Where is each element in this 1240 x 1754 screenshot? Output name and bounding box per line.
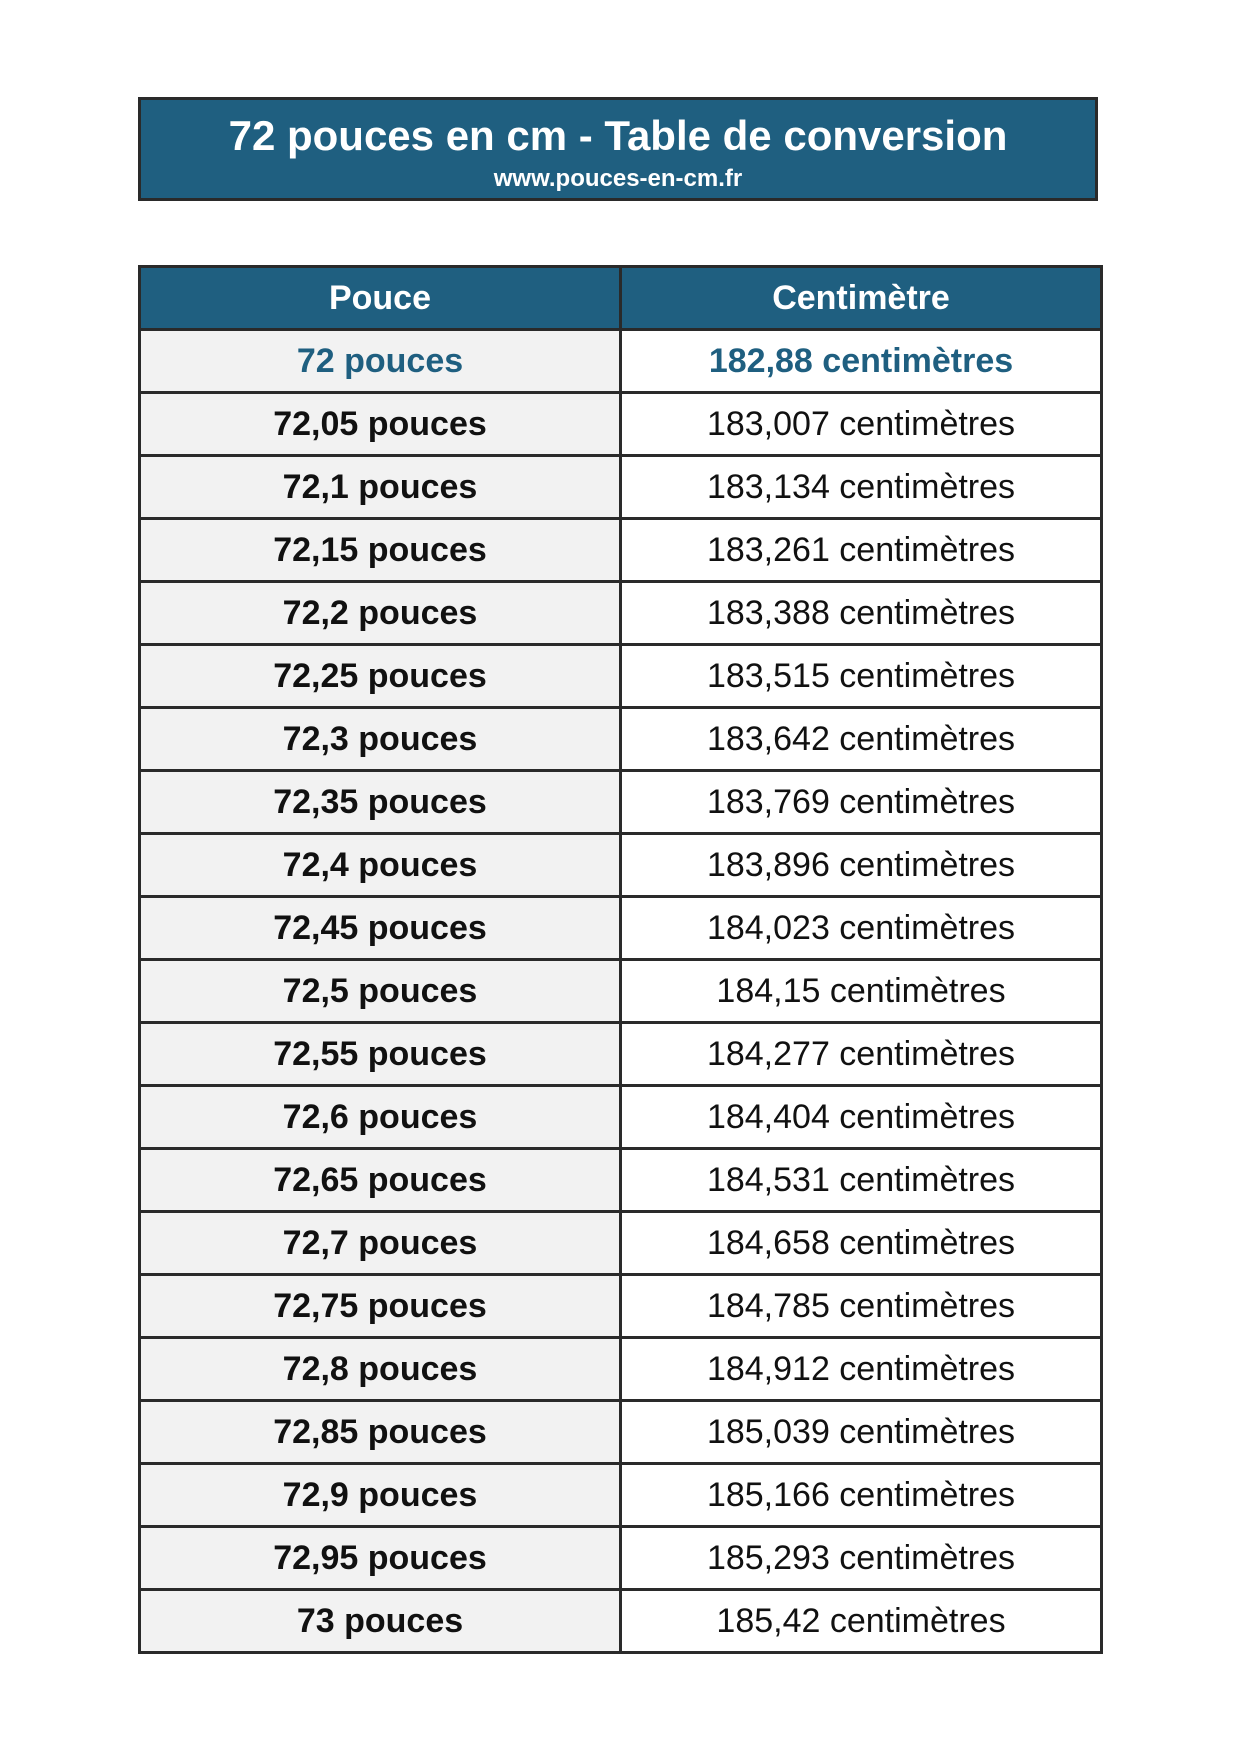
cell-inches: 72,55 pouces <box>140 1023 621 1086</box>
cell-centimeters: 185,039 centimètres <box>621 1401 1102 1464</box>
cell-centimeters: 183,896 centimètres <box>621 834 1102 897</box>
table-row <box>140 1023 1102 1086</box>
cell-inches: 72,6 pouces <box>140 1086 621 1149</box>
cell-inches: 72,2 pouces <box>140 582 621 645</box>
table-row <box>140 960 1102 1023</box>
table-row <box>140 1275 1102 1338</box>
table-body <box>140 330 1102 1653</box>
cell-inches: 72,35 pouces <box>140 771 621 834</box>
column-header-inches: Pouce <box>140 267 621 330</box>
table-row <box>140 393 1102 456</box>
cell-inches: 72,4 pouces <box>140 834 621 897</box>
cell-inches: 72,85 pouces <box>140 1401 621 1464</box>
cell-inches: 72,65 pouces <box>140 1149 621 1212</box>
table-row <box>140 1590 1102 1653</box>
cell-centimeters: 185,42 centimètres <box>621 1590 1102 1653</box>
cell-inches: 72,45 pouces <box>140 897 621 960</box>
cell-centimeters: 184,658 centimètres <box>621 1212 1102 1275</box>
table-header-row <box>140 267 1102 330</box>
cell-inches: 72,3 pouces <box>140 708 621 771</box>
table-row <box>140 708 1102 771</box>
column-header-cm: Centimètre <box>621 267 1102 330</box>
cell-inches: 72,1 pouces <box>140 456 621 519</box>
table-row <box>140 897 1102 960</box>
table-row <box>140 1212 1102 1275</box>
cell-centimeters: 185,166 centimètres <box>621 1464 1102 1527</box>
cell-inches: 72,5 pouces <box>140 960 621 1023</box>
cell-centimeters: 184,277 centimètres <box>621 1023 1102 1086</box>
cell-inches: 72,75 pouces <box>140 1275 621 1338</box>
table-row <box>140 519 1102 582</box>
cell-inches: 72 pouces <box>140 330 621 393</box>
page-title: 72 pouces en cm - Table de conversion <box>228 112 1008 159</box>
cell-inches: 72,95 pouces <box>140 1527 621 1590</box>
table-row <box>140 834 1102 897</box>
cell-centimeters: 183,007 centimètres <box>621 393 1102 456</box>
table-row <box>140 645 1102 708</box>
cell-centimeters: 183,261 centimètres <box>621 519 1102 582</box>
cell-centimeters: 182,88 centimètres <box>621 330 1102 393</box>
table-row <box>140 771 1102 834</box>
cell-centimeters: 183,388 centimètres <box>621 582 1102 645</box>
table-row <box>140 1401 1102 1464</box>
cell-inches: 73 pouces <box>140 1590 621 1653</box>
cell-inches: 72,25 pouces <box>140 645 621 708</box>
cell-centimeters: 184,404 centimètres <box>621 1086 1102 1149</box>
title-banner <box>138 97 1098 201</box>
table-row <box>140 1527 1102 1590</box>
table-row <box>140 1086 1102 1149</box>
cell-centimeters: 183,134 centimètres <box>621 456 1102 519</box>
cell-centimeters: 184,785 centimètres <box>621 1275 1102 1338</box>
table-row <box>140 456 1102 519</box>
conversion-table <box>138 265 1103 1654</box>
cell-centimeters: 184,912 centimètres <box>621 1338 1102 1401</box>
table-row <box>140 1149 1102 1212</box>
website-url: www.pouces-en-cm.fr <box>493 165 743 192</box>
cell-inches: 72,05 pouces <box>140 393 621 456</box>
table-row <box>140 330 1102 393</box>
cell-centimeters: 183,515 centimètres <box>621 645 1102 708</box>
cell-centimeters: 184,531 centimètres <box>621 1149 1102 1212</box>
cell-inches: 72,8 pouces <box>140 1338 621 1401</box>
cell-centimeters: 184,023 centimètres <box>621 897 1102 960</box>
table-row <box>140 1338 1102 1401</box>
cell-inches: 72,7 pouces <box>140 1212 621 1275</box>
cell-centimeters: 184,15 centimètres <box>621 960 1102 1023</box>
cell-centimeters: 185,293 centimètres <box>621 1527 1102 1590</box>
cell-inches: 72,15 pouces <box>140 519 621 582</box>
cell-centimeters: 183,642 centimètres <box>621 708 1102 771</box>
table-row <box>140 1464 1102 1527</box>
cell-centimeters: 183,769 centimètres <box>621 771 1102 834</box>
table-row <box>140 582 1102 645</box>
cell-inches: 72,9 pouces <box>140 1464 621 1527</box>
